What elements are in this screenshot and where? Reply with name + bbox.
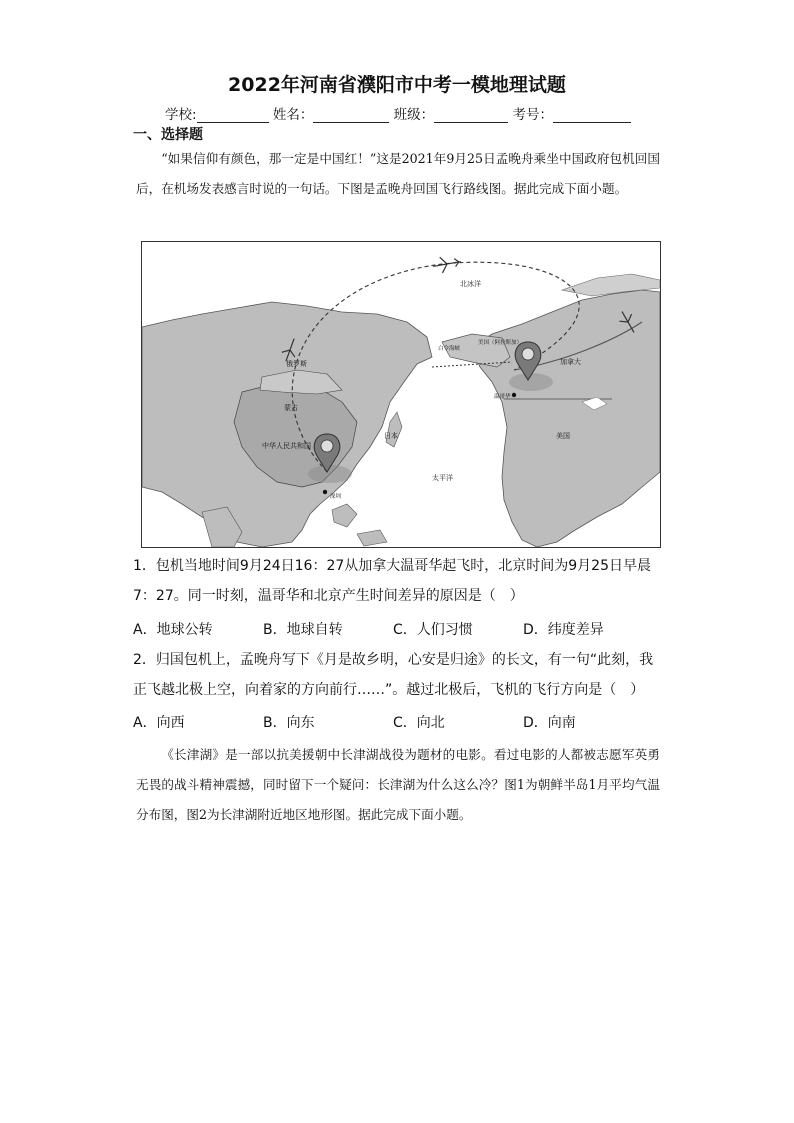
map-svg [142,242,660,547]
intro-paragraph-2: 《长津湖》是一部以抗美援朝中长津湖战役为题材的电影。看过电影的人都被志愿军英勇无畏的战斗精神震撼，同时留下一个疑问：长津湖为什么这么冷？图1为朝鲜半岛1月平均气温分布图，图2为长津湖附近地区地形图。据此完成下面小题。 [136,747,660,822]
school-blank[interactable] [197,108,269,123]
q2-option-b[interactable]: B．向东 [263,715,315,731]
label-pacific: 太平洋 [432,474,453,482]
class-label: 班级： [393,107,435,123]
label-usa: 美国 [556,432,570,440]
q1-option-d[interactable]: D．纬度差异 [523,622,604,638]
airplane-icon-top [432,254,462,275]
q1-option-a[interactable]: A．地球公转 [133,622,213,638]
label-arctic: 北冰洋 [460,280,481,288]
label-mongolia: 蒙古 [284,404,298,412]
label-bering: 白令海峡 [438,346,461,352]
label-shenzhen: 深圳 [330,494,342,500]
question-1-stem: 1．包机当地时间9月24日16：27从加拿大温哥华起飞时，北京时间为9月25日早晨7：27。同一时刻，温哥华和北京产生时间差异的原因是（ ） [133,558,651,604]
label-vancouver: 温哥华 [494,394,511,400]
label-japan: 日本 [384,432,398,440]
question-2-options [133,712,653,732]
label-russia: 俄罗斯 [286,360,307,368]
q2-option-a[interactable]: A．向西 [133,715,185,731]
name-label: 姓名： [272,107,314,123]
section-heading: 一、选择题 [133,127,203,143]
exam-no-label: 考号： [512,107,553,123]
flight-route-map [141,241,661,548]
question-2-stem: 2．归国包机上，孟晚舟写下《月是故乡明，心安是归途》的长文，有一句“此刻，我正飞越北极上空，向着家的方向前行……”。越过北极后，飞机的飞行方向是（ ） [133,652,654,698]
vancouver-dot [512,393,516,397]
q1-option-b[interactable]: B．地球自转 [263,622,343,638]
label-china: 中华人民共和国 [262,442,311,450]
page-title: 2022年河南省濮阳市中考一模地理试题 [228,74,566,96]
q2-option-d[interactable]: D．向南 [523,715,576,731]
student-info-line [165,103,631,123]
q1-option-c[interactable]: C．人们习惯 [393,622,473,638]
label-alaska: 美国（阿拉斯加） [478,340,523,346]
question-1-options [133,619,653,639]
label-canada: 加拿大 [560,358,581,366]
school-label: 学校: [165,107,197,123]
intro-paragraph-1: “如果信仰有颜色，那一定是中国红！”这是2021年9月25日孟晚舟乘坐中国政府包机回国后，在机场发表感言时说的一句话。下图是孟晚舟回国飞行路线图。据此完成下面小题。 [136,151,660,196]
japan-islands [386,412,402,447]
se-asia-islands [332,504,387,546]
q2-option-c[interactable]: C．向北 [393,715,445,731]
exam-no-blank[interactable] [553,108,631,123]
class-blank[interactable] [434,108,508,123]
name-blank[interactable] [313,108,389,123]
shenzhen-dot [323,490,327,494]
